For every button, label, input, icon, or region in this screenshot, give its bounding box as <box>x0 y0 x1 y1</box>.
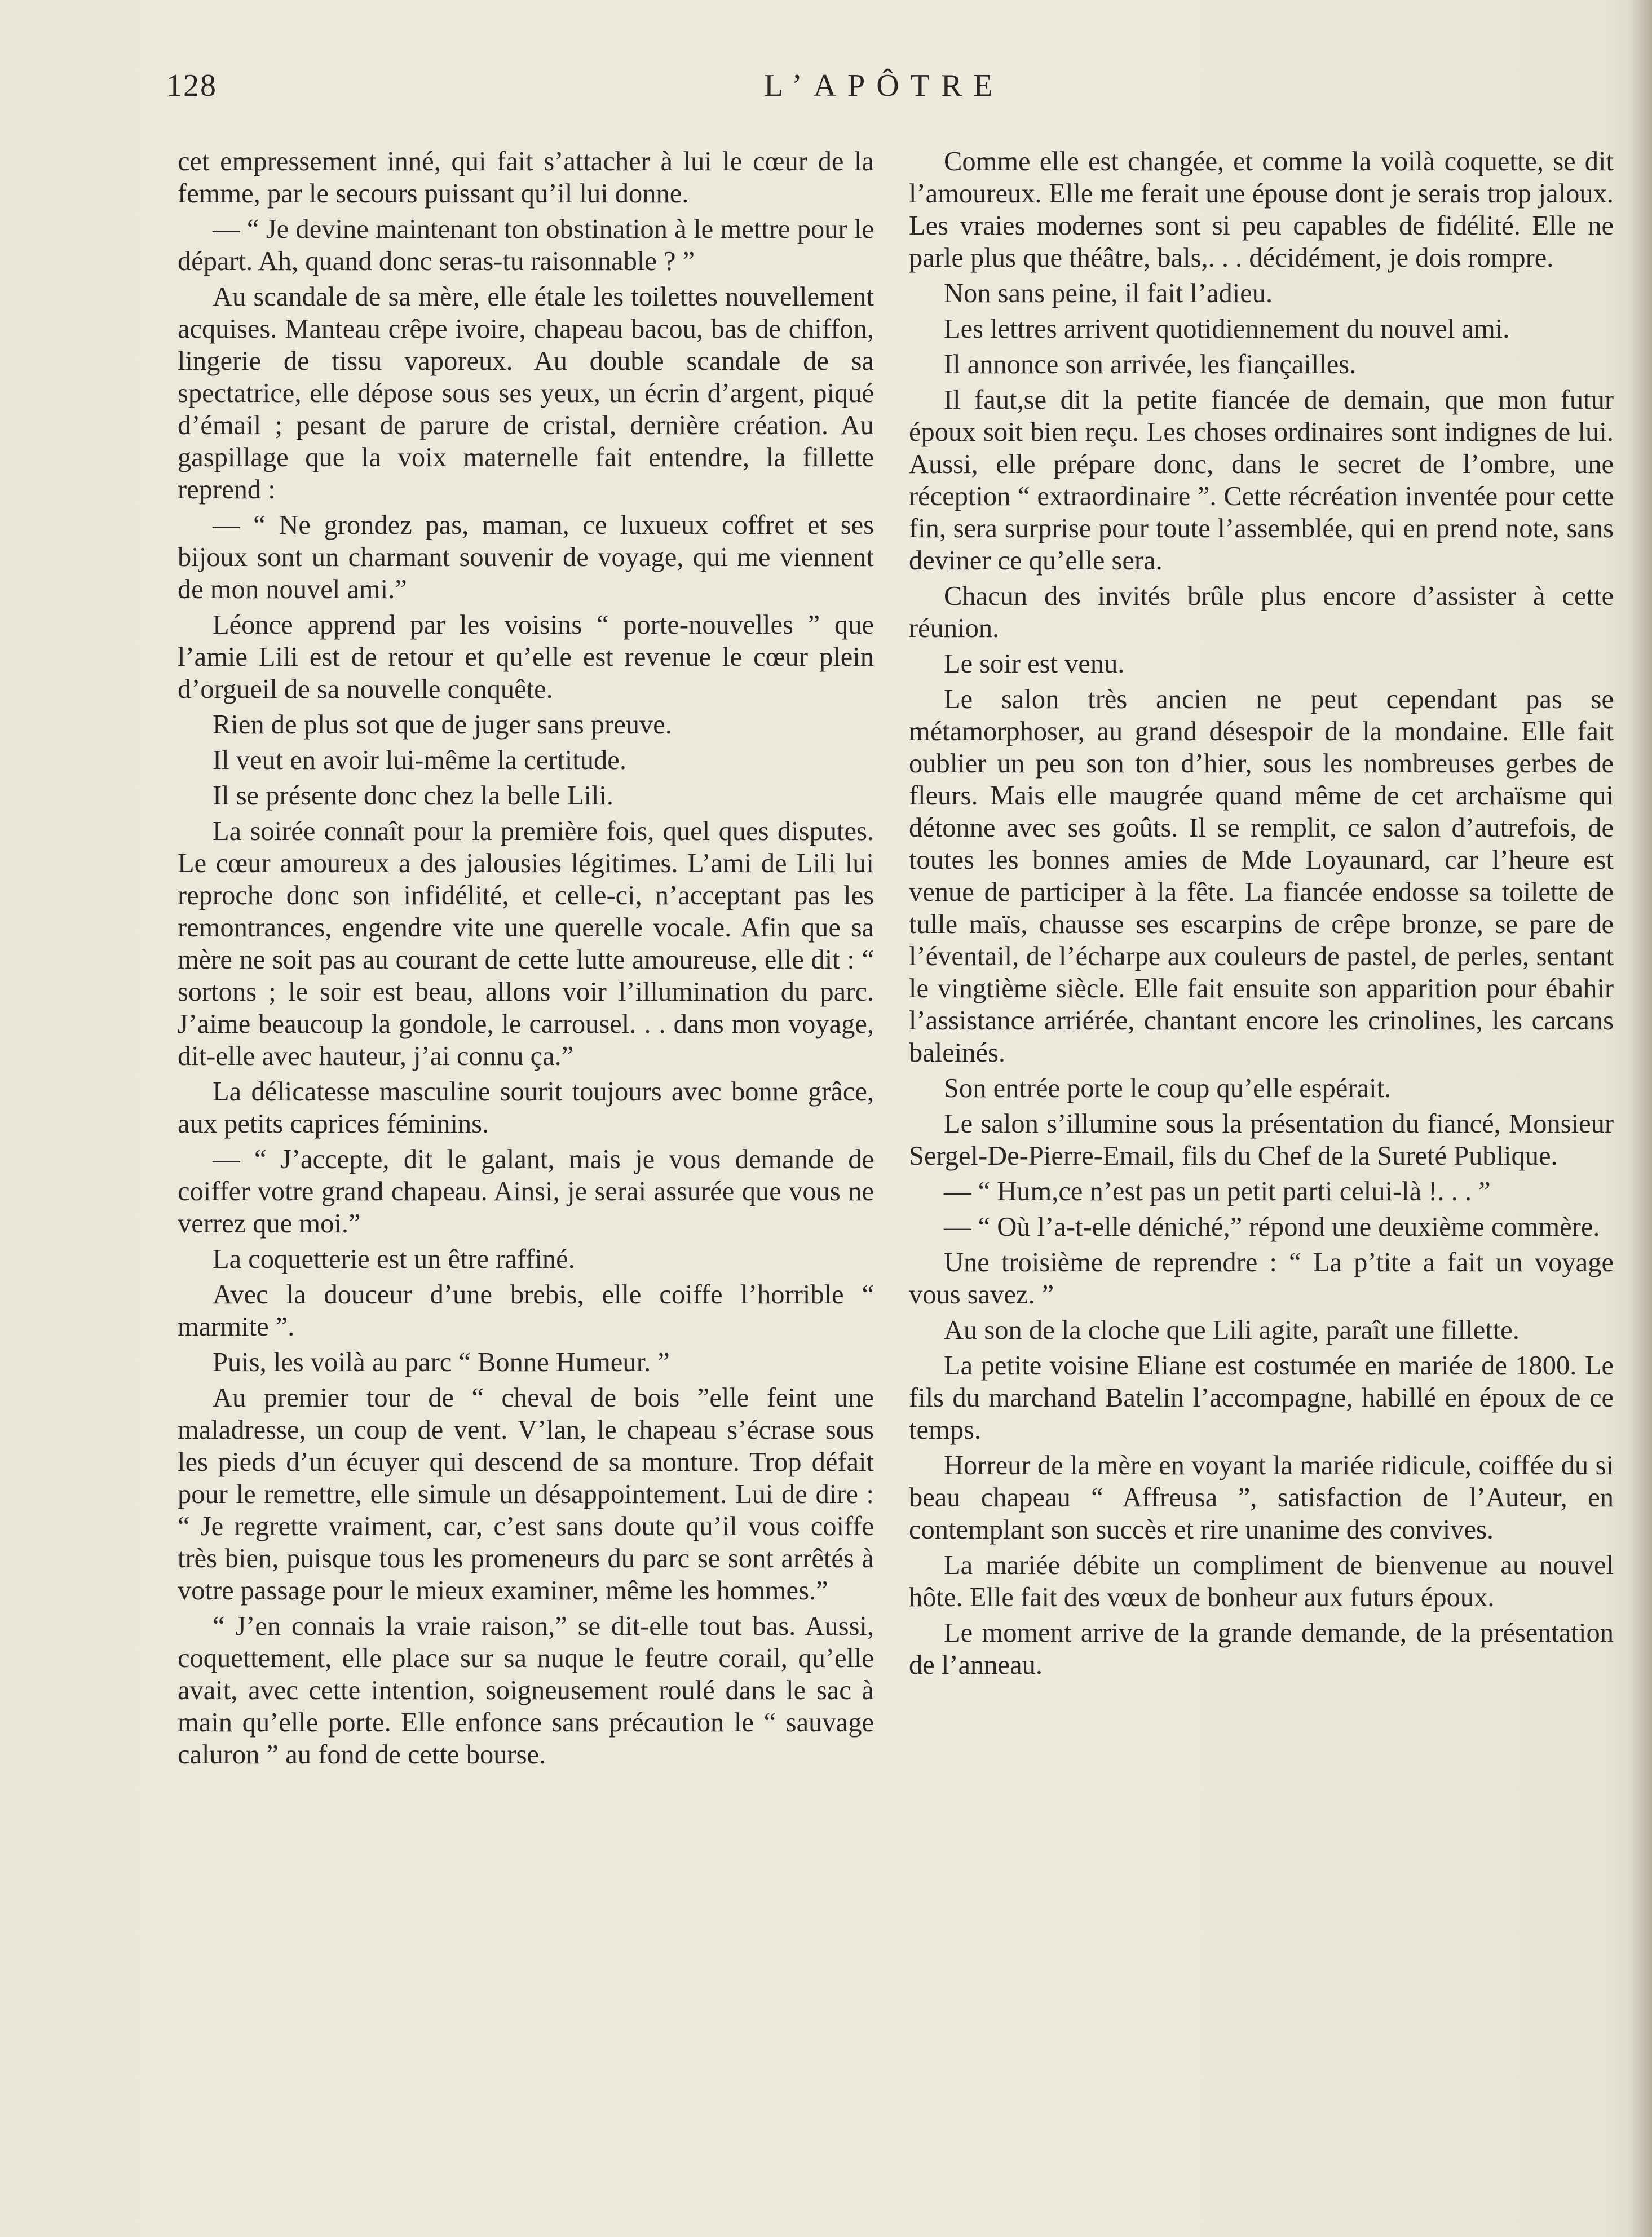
paragraph: Rien de plus sot que de juger sans preuve. <box>213 710 672 740</box>
paragraph: Une troisième de reprendre : “ La p’tite a fait un voyage vous savez. ” <box>909 1248 1614 1310</box>
right-column <box>909 145 1614 1685</box>
page-header <box>166 68 1598 124</box>
paragraph: La soirée connaît pour la première fois, quel ques disputes. Le cœur amoureux a des jalousies légitimes. L’ami de Lili lui reproche donc son infidélité, et celle-ci, n’acceptant pas les remontrances, engendre vite une querelle vocale. Afin que sa mère ne soit pas au courant de cette lutte amoureuse, elle dit : “ sortons ; le soir est beau, allons voir l’illumination du parc. J’aime beaucoup la gondole, le carrousel. . . dans mon voyage, dit-elle avec hauteur, j’ai connu ça.” <box>178 816 874 1071</box>
paragraph: Au son de la cloche que Lili agite, paraît une fillette. <box>944 1315 1520 1345</box>
paragraph: La petite voisine Eliane est costumée en mariée de 1800. Le fils du marchand Batelin l’accompagne, habillé en époux de ce temps. <box>909 1351 1614 1445</box>
paragraph: Le moment arrive de la grande demande, de la présentation de l’anneau. <box>909 1618 1614 1680</box>
paragraph: Non sans peine, il fait l’adieu. <box>944 278 1273 308</box>
page-number: 128 <box>166 68 217 103</box>
paragraph: Comme elle est changée, et comme la voilà coquette, se dit l’amoureux. Elle me ferait une épouse dont je serais trop jaloux. Les vraies modernes sont si peu capables de fidélité. Elle ne parle plus que théâtre, bals,. . . décidément, je dois rompre. <box>909 147 1614 273</box>
paragraph: Au premier tour de “ cheval de bois ”elle feint une maladresse, un coup de vent. V’lan, le chapeau s’écrase sous les pieds d’un écuyer qui descend de sa monture. Trop défait pour le remettre, elle simule un désappointement. Lui de dire : “ Je regrette vraiment, car, c’est sans doute qu’il vous coiffe très bien, puisque tous les promeneurs du parc se sont arrêtés à votre passage pour le mieux examiner, même les hommes.” <box>178 1383 874 1606</box>
left-column <box>178 145 874 1774</box>
paragraph: Le salon s’illumine sous la présentation du fiancé, Monsieur Sergel-De-Pierre-Email, fils du Chef de la Sureté Publique. <box>909 1109 1614 1171</box>
paragraph: Le salon très ancien ne peut cependant pas se métamorphoser, au grand désespoir de la mondaine. Elle fait oublier un peu son ton d’hier, sous les nombreuses gerbes de fleurs. Mais elle maugrée quand même de cet archaïsme qui détonne avec ses goûts. Il se remplit, ce salon d’autrefois, de toutes les bonnes amies de Mde Loyaunard, car l’heure est venue de participer à la fête. La fiancée endosse sa toilette de tulle maïs, chausse ses escarpins de crêpe bronze, se pare de l’éventail, de l’écharpe aux couleurs de pastel, de perles, sentant le vingtième siècle. Elle fait ensuite son apparition pour ébahir l’assistance arriérée, chantant encore les crinolines, les carcans baleinés. <box>909 684 1614 1068</box>
paragraph: “ J’en connais la vraie raison,” se dit-elle tout bas. Aussi, coquettement, elle place sur sa nuque le feutre corail, qu’elle avait, avec cette intention, soigneusement roulé dans le sac à main qu’elle porte. Elle enfonce sans précaution le “ sauvage caluron ” au fond de cette bourse. <box>178 1611 874 1770</box>
page-binding-shadow <box>1629 0 1652 2237</box>
paragraph: cet empressement inné, qui fait s’attacher à lui le cœur de la femme, par le secours puissant qu’il lui donne. <box>178 147 874 209</box>
paragraph: Il faut,se dit la petite fiancée de demain, que mon futur époux soit bien reçu. Les choses ordinaires sont indignes de lui. Aussi, elle prépare donc, dans le secret de l’ombre, une réception “ extraordinaire ”. Cette récréation inventée pour cette fin, sera surprise pour toute l’assemblée, qui en prend note, sans deviner ce qu’elle sera. <box>909 385 1614 576</box>
paragraph: Horreur de la mère en voyant la mariée ridicule, coiffée du si beau chapeau “ Affreusa ”, satisfaction de l’Auteur, en contemplant son succès et rire unanime des convives. <box>909 1451 1614 1545</box>
paragraph: Il veut en avoir lui-même la certitude. <box>213 745 626 775</box>
paragraph: La coquetterie est un être raffiné. <box>213 1244 575 1274</box>
paragraph: Puis, les voilà au parc “ Bonne Humeur. ” <box>213 1347 670 1377</box>
paragraph: — “ J’accepte, dit le galant, mais je vous demande de coiffer votre grand chapeau. Ainsi, je serai assurée que vous ne verrez que moi.” <box>178 1144 874 1239</box>
paragraph: Avec la douceur d’une brebis, elle coiffe l’horrible “ marmite ”. <box>178 1280 874 1342</box>
paragraph: Il annonce son arrivée, les fiançailles. <box>944 350 1357 379</box>
paragraph: Les lettres arrivent quotidiennement du nouvel ami. <box>944 314 1510 344</box>
paragraph: — “ Je devine maintenant ton obstination à le mettre pour le départ. Ah, quand donc seras-tu raisonnable ? ” <box>178 214 874 276</box>
paragraph: — “ Hum,ce n’est pas un petit parti celui-là !. . . ” <box>944 1177 1491 1206</box>
paragraph: Il se présente donc chez la belle Lili. <box>213 781 614 811</box>
paragraph: La mariée débite un compliment de bienvenue au nouvel hôte. Elle fait des vœux de bonheur aux futurs époux. <box>909 1550 1614 1612</box>
paragraph: La délicatesse masculine sourit toujours avec bonne grâce, aux petits caprices féminins. <box>178 1077 874 1139</box>
paragraph: Chacun des invités brûle plus encore d’assister à cette réunion. <box>909 581 1614 643</box>
paragraph: Son entrée porte le coup qu’elle espérait. <box>944 1073 1392 1103</box>
paragraph: — “ Où l’a-t-elle déniché,” répond une deuxième commère. <box>944 1212 1600 1242</box>
paragraph: — “ Ne grondez pas, maman, ce luxueux coffret et ses bijoux sont un charmant souvenir de voyage, qui me viennent de mon nouvel ami.” <box>178 510 874 604</box>
paragraph: Le soir est venu. <box>944 649 1125 679</box>
paragraph: Léonce apprend par les voisins “ porte-nouvelles ” que l’amie Lili est de retour et qu’elle est revenue le cœur plein d’orgueil de sa nouvelle conquête. <box>178 610 874 704</box>
paragraph: Au scandale de sa mère, elle étale les toilettes nouvellement acquises. Manteau crêpe ivoire, chapeau bacou, bas de chiffon, lingerie de tissu vaporeux. Au double scandale de sa spectatrice, elle dépose sous ses yeux, un écrin d’argent, piqué d’émail ; pesant de parure de cristal, dernière création. Au gaspillage que la voix maternelle fait entendre, la fillette reprend : <box>178 282 874 505</box>
running-head: L’APÔTRE <box>764 68 1004 103</box>
